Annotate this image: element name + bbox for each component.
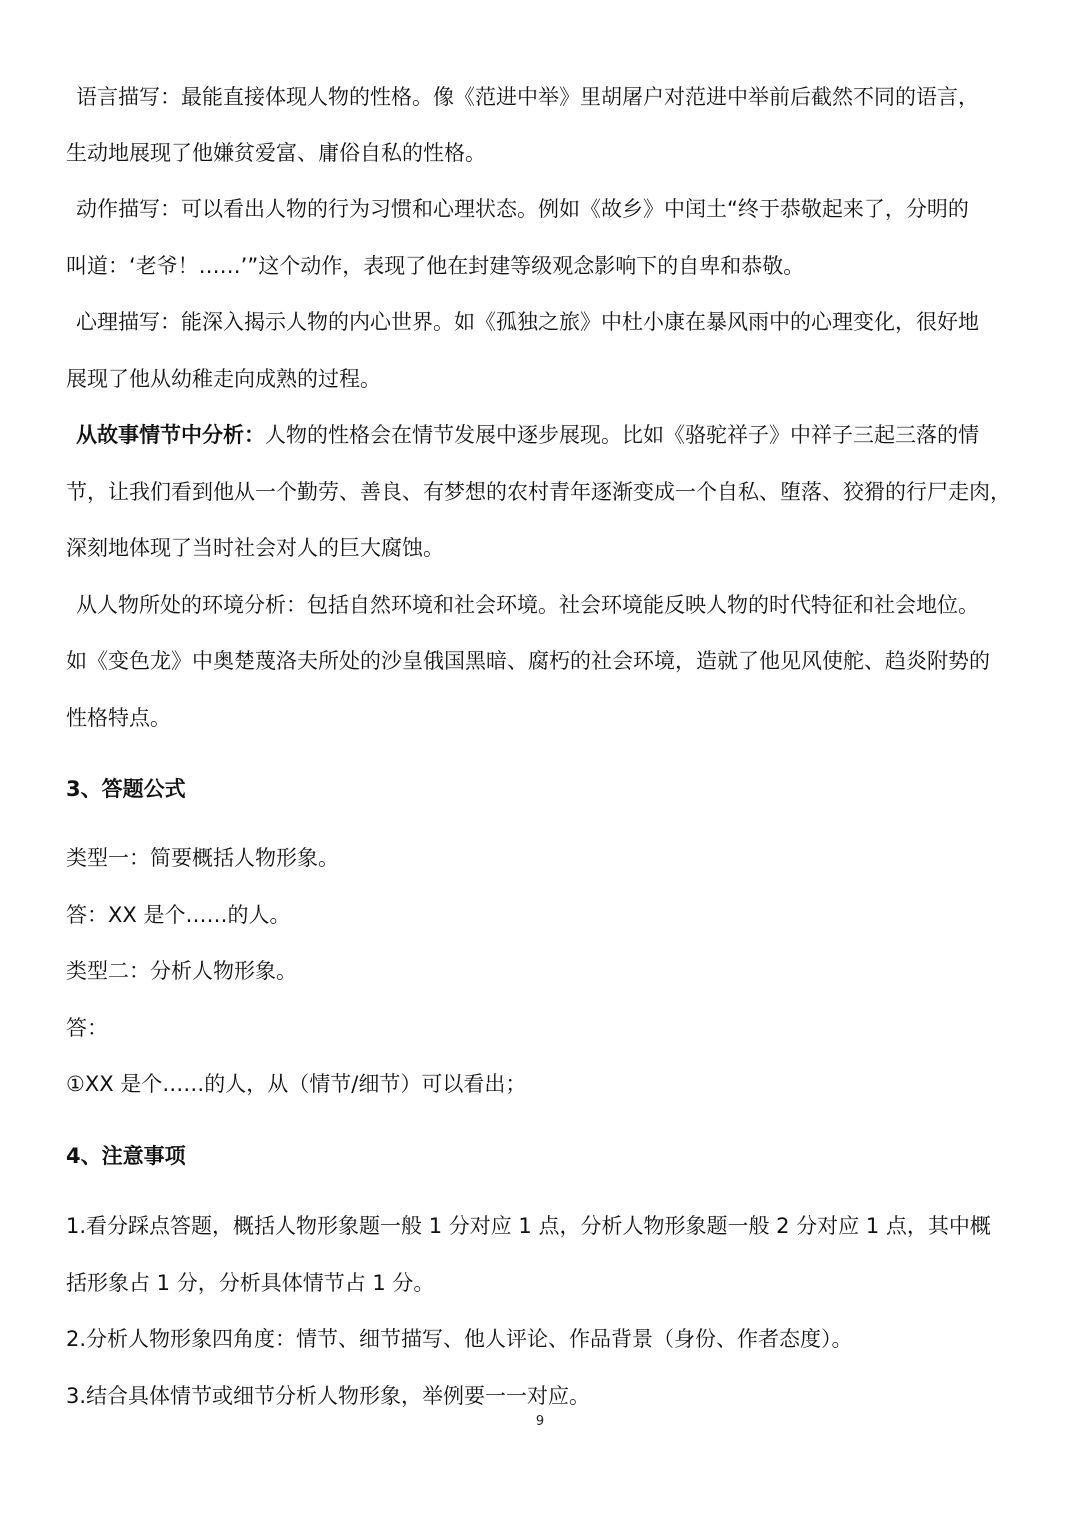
language-description-line-1: 语言描写：最能直接体现人物的性格。像《范进中举》里胡屠户对范进中举前后截然不同的语言， — [76, 85, 979, 109]
psychology-description-line-2: 展现了他从幼稚走向成熟的过程。 — [66, 367, 381, 391]
page-number: 9 — [535, 1414, 545, 1429]
plot-analysis-line-1 — [76, 420, 1036, 450]
psychology-description-line-1: 心理描写：能深入揭示人物的内心世界。如《孤独之旅》中杜小康在暴风雨中的心理变化，很好地 — [76, 310, 979, 334]
type-1-answer: 答：XX 是个……的人。 — [66, 903, 291, 927]
action-description-line-1: 动作描写：可以看出人物的行为习惯和心理状态。例如《故乡》中闰土“终于恭敬起来了，分明的 — [76, 197, 969, 221]
type-2-answer-item-1: ①XX 是个……的人，从（情节/细节）可以看出； — [66, 1072, 527, 1096]
note-2: 2.分析人物形象四角度：情节、细节描写、他人评论、作品背景（身份、作者态度）。 — [66, 1327, 853, 1351]
plot-analysis-line-3: 深刻地体现了当时社会对人的巨大腐蚀。 — [66, 536, 444, 560]
type-2-label: 类型二：分析人物形象。 — [66, 959, 297, 983]
plot-analysis-line-1-rest: 人物的性格会在情节发展中逐步展现。比如《骆驼祥子》中祥子三起三落的情 — [265, 423, 979, 447]
section-3-heading: 3、答题公式 — [66, 777, 186, 801]
type-1-label: 类型一：简要概括人物形象。 — [66, 846, 339, 870]
action-description-line-2: 叫道：‘老爷！……’”这个动作，表现了他在封建等级观念影响下的自卑和恭敬。 — [66, 254, 805, 278]
note-1-line-2: 括形象占 1 分，分析具体情节占 1 分。 — [66, 1271, 435, 1295]
environment-analysis-line-1: 从人物所处的环境分析：包括自然环境和社会环境。社会环境能反映人物的时代特征和社会地位。 — [76, 593, 979, 617]
plot-analysis-line-2: 节，让我们看到他从一个勤劳、善良、有梦想的农村青年逐渐变成一个自私、堕落、狡猾的行尸走肉， — [66, 480, 1011, 504]
type-2-answer-label: 答： — [66, 1016, 108, 1040]
environment-analysis-line-3: 性格特点。 — [66, 706, 171, 730]
note-3: 3.结合具体情节或细节分析人物形象，举例要一一对应。 — [66, 1384, 591, 1408]
plot-analysis-lead: 从故事情节中分析： — [76, 423, 265, 447]
environment-analysis-line-2: 如《变色龙》中奥楚蔑洛夫所处的沙皇俄国黑暗、腐朽的社会环境，造就了他见风使舵、趋炎附势的 — [66, 649, 990, 673]
language-description-line-2: 生动地展现了他嫌贫爱富、庸俗自私的性格。 — [66, 141, 486, 165]
note-1-line-1: 1.看分踩点答题，概括人物形象题一般 1 分对应 1 点，分析人物形象题一般 2 分对应 1 点，其中概 — [66, 1214, 991, 1238]
section-4-heading: 4、注意事项 — [66, 1144, 186, 1168]
